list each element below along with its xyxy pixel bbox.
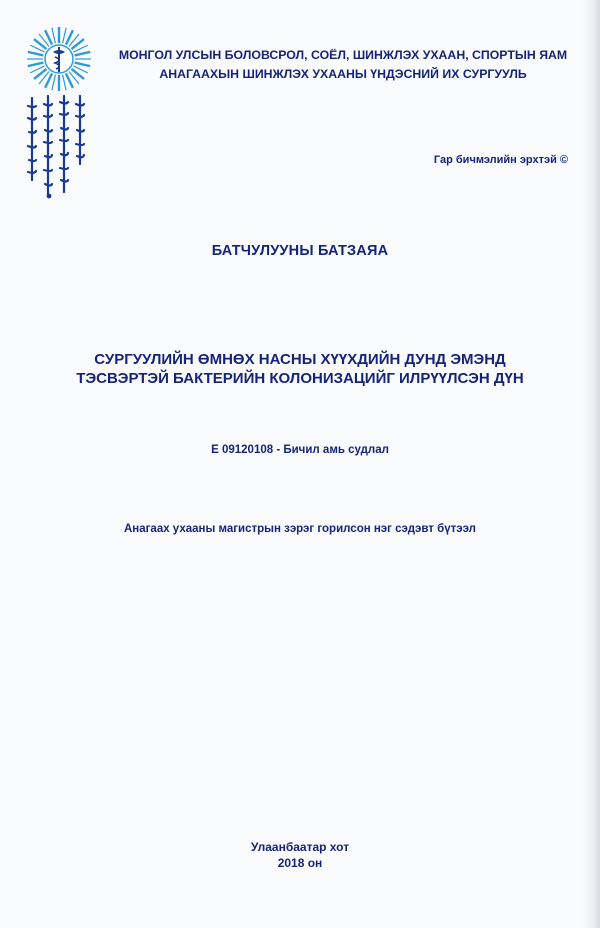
- thesis-title-line-2: ТЭСВЭРТЭЙ БАКТЕРИЙН КОЛОНИЗАЦИЙГ ИЛРҮҮЛСЭН ДҮН: [76, 370, 524, 387]
- emblem-ray: [28, 63, 44, 67]
- thesis-title: [0, 350, 600, 388]
- emblem-ray: [28, 52, 44, 56]
- emblem-ray: [75, 52, 91, 56]
- emblem-ray: [63, 75, 67, 91]
- place-and-year: [0, 839, 600, 871]
- specialty-code: Е 09120108 - Бичил амь судлал: [211, 444, 389, 456]
- thesis-title-line-1: СУРГУУЛИЙН ӨМНӨХ НАСНЫ ХҮҮХДИЙН ДУНД ЭМЭНД: [94, 351, 506, 368]
- emblem-ray: [63, 28, 67, 44]
- page-edge-shadow: [582, 0, 600, 928]
- mongolian-script-icon: [18, 92, 96, 202]
- year: 2018 он: [277, 856, 323, 870]
- city: Улаанбаатар хот: [250, 840, 350, 854]
- emblem-ray: [52, 28, 56, 44]
- author-name: БАТЧУЛУУНЫ БАТЗАЯА: [211, 243, 389, 259]
- university-emblem-icon: [26, 26, 92, 92]
- emblem-ray: [75, 63, 91, 67]
- institution-header: [108, 46, 578, 84]
- emblem-ray: [52, 75, 56, 91]
- copyright-notice: Гар бичмэлийн эрхтэй ©: [433, 154, 568, 166]
- degree-statement: Анагаах ухааны магистрын зэрэг горилсон нэг сэдэвт бүтээл: [123, 523, 476, 535]
- university-name: АНАГААХЫН ШИНЖЛЭХ УХААНЫ ҮНДЭСНИЙ ИХ СУРГУУЛЬ: [159, 67, 527, 81]
- ministry-name: МОНГОЛ УЛСЫН БОЛОВСРОЛ, СОЁЛ, ШИНЖЛЭХ УХААН, СПОРТЫН ЯАМ: [118, 48, 568, 62]
